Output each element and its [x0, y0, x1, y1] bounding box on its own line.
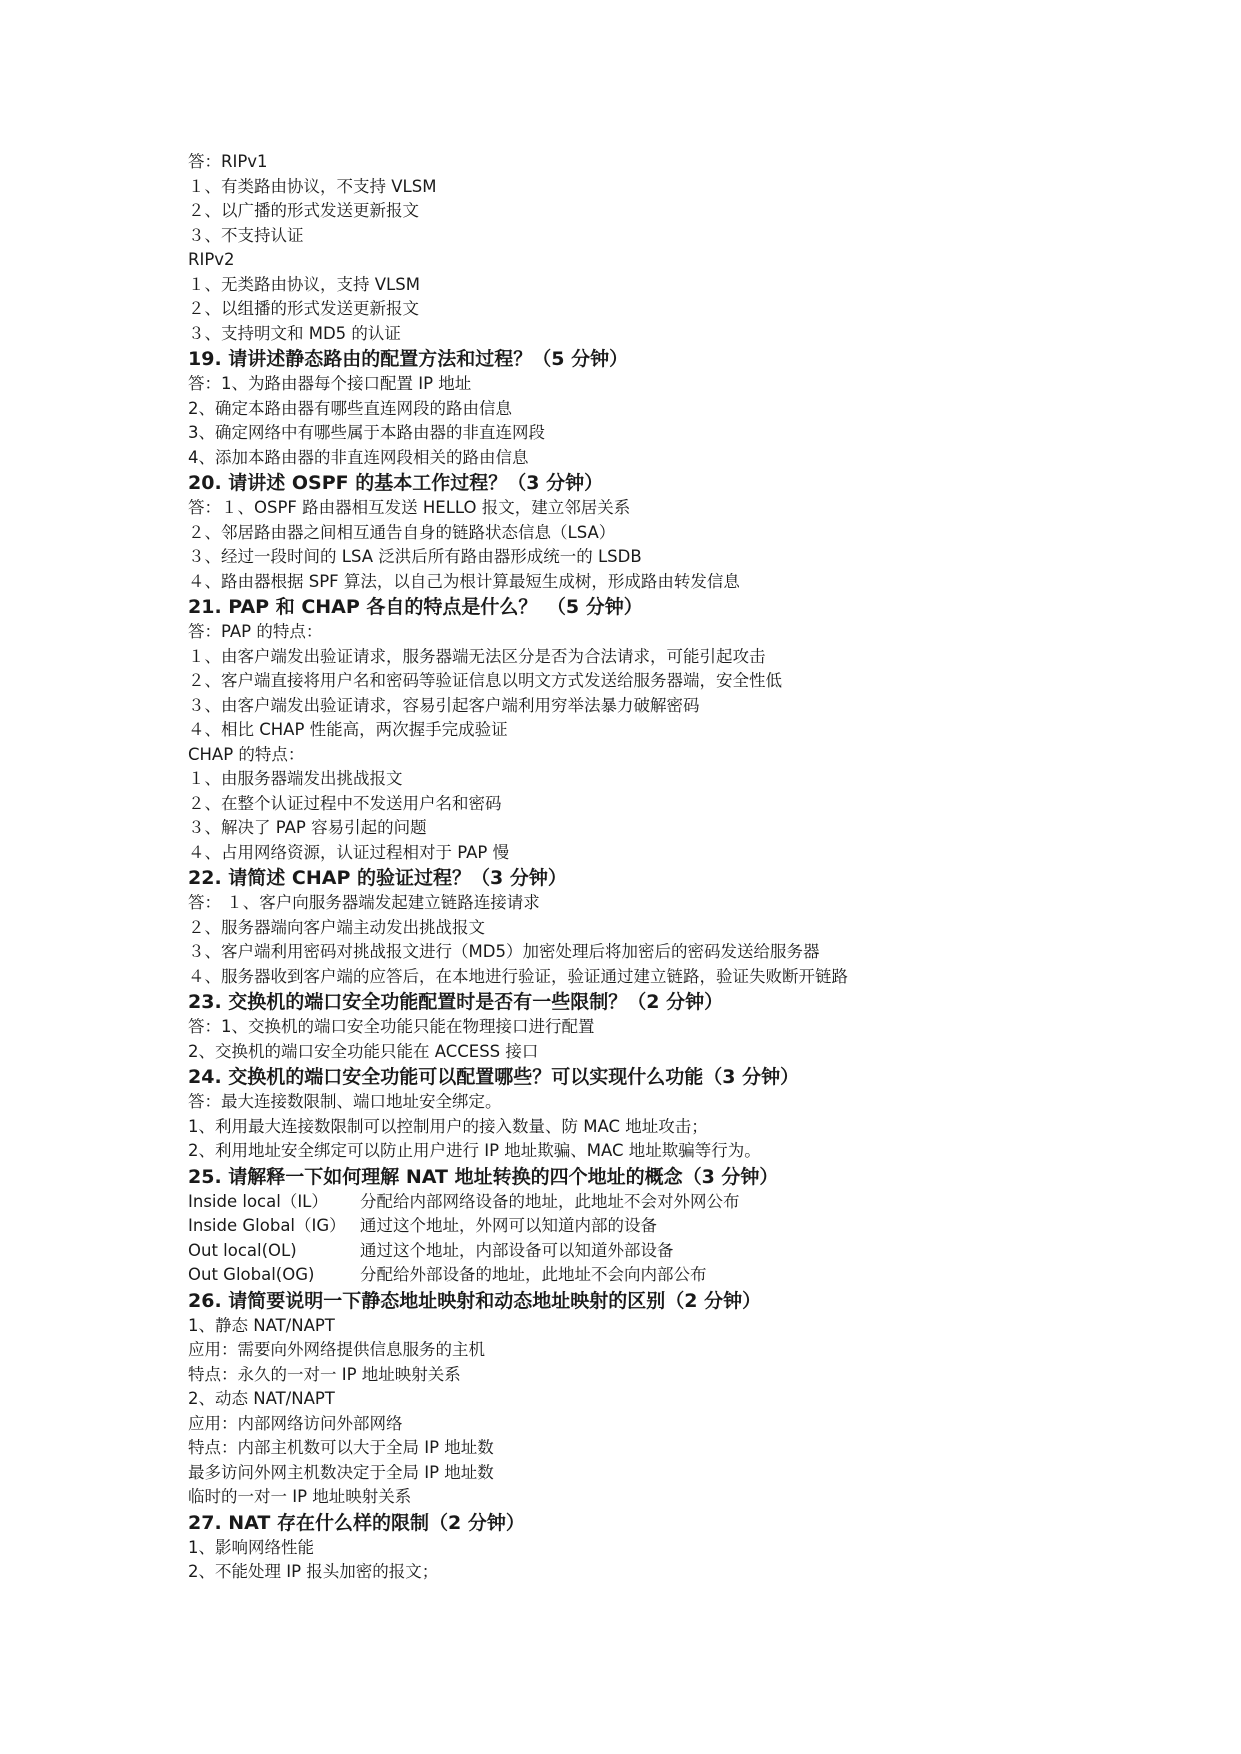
- answer-line: 应用：内部网络访问外部网络: [188, 1413, 403, 1433]
- answer-line: １、无类路由协议，支持 VLSM: [188, 274, 420, 294]
- answer-line: １、由客户端发出验证请求，服务器端无法区分是否为合法请求，可能引起攻击: [188, 646, 766, 666]
- nat-address-definition-row: [188, 1239, 1188, 1264]
- answer-line: 3、确定网络中有哪些属于本路由器的非直连网段: [188, 423, 545, 442]
- answer-line: 特点：内部主机数可以大于全局 IP 地址数: [188, 1438, 494, 1457]
- question-heading: 24. 交换机的端口安全功能可以配置哪些？可以实现什么功能（3 分钟）: [188, 1066, 800, 1088]
- nat-address-description: 通过这个地址，外网可以知道内部的设备: [360, 1216, 657, 1235]
- answer-line: ２、以广播的形式发送更新报文: [188, 201, 419, 220]
- answer-line: 应用：需要向外网络提供信息服务的主机: [188, 1340, 485, 1359]
- answer-line: ２、客户端直接将用户名和密码等验证信息以明文方式发送给服务器端，安全性低: [188, 671, 782, 690]
- answer-line: 2、确定本路由器有哪些直连网段的路由信息: [188, 398, 512, 418]
- answer-line: 1、利用最大连接数限制可以控制用户的接入数量、防 MAC 地址攻击；: [188, 1116, 708, 1136]
- answer-line: 答：最大连接数限制、端口地址安全绑定。: [188, 1092, 502, 1111]
- answer-line: ２、以组播的形式发送更新报文: [188, 299, 419, 318]
- nat-address-description: 分配给内部网络设备的地址，此地址不会对外网公布: [360, 1191, 740, 1211]
- answer-line: ４、相比 CHAP 性能高，两次握手完成验证: [188, 720, 508, 739]
- nat-address-description: 通过这个地址，内部设备可以知道外部设备: [360, 1240, 674, 1260]
- nat-address-term: Inside Global（IG）: [188, 1216, 346, 1235]
- answer-line: 最多访问外网主机数决定于全局 IP 地址数: [188, 1462, 494, 1482]
- answer-line: 2、动态 NAT/NAPT: [188, 1389, 335, 1408]
- answer-line: １、有类路由协议，不支持 VLSM: [188, 176, 437, 196]
- answer-line: ２、邻居路由器之间相互通告自身的链路状态信息（LSA）: [188, 522, 616, 542]
- answer-line: 答：1、交换机的端口安全功能只能在物理接口进行配置: [188, 1017, 595, 1036]
- answer-line: ３、客户端利用密码对挑战报文进行（MD5）加密处理后将加密后的密码发送给服务器: [188, 942, 820, 961]
- nat-address-term: Inside local（IL）: [188, 1191, 328, 1211]
- nat-address-term: Out local(OL): [188, 1240, 297, 1260]
- answer-line: 1、静态 NAT/NAPT: [188, 1315, 335, 1335]
- answer-line: ４、路由器根据 SPF 算法，以自己为根计算最短生成树，形成路由转发信息: [188, 571, 740, 591]
- answer-line: 答：１、OSPF 路由器相互发送 HELLO 报文，建立邻居关系: [188, 498, 631, 517]
- question-heading: 27. NAT 存在什么样的限制（2 分钟）: [188, 1511, 525, 1534]
- answer-line: 答：PAP 的特点：: [188, 622, 323, 641]
- answer-line: 4、添加本路由器的非直连网段相关的路由信息: [188, 447, 529, 467]
- answer-line: CHAP 的特点：: [188, 744, 305, 764]
- answer-line: ３、不支持认证: [188, 225, 304, 245]
- answer-line: 特点：永久的一对一 IP 地址映射关系: [188, 1364, 461, 1384]
- answer-line: 答：1、为路由器每个接口配置 IP 地址: [188, 374, 472, 393]
- question-heading: 22. 请简述 CHAP 的验证过程？（3 分钟）: [188, 867, 567, 889]
- answer-line: 临时的一对一 IP 地址映射关系: [188, 1487, 412, 1506]
- question-heading: 26. 请简要说明一下静态地址映射和动态地址映射的区别（2 分钟）: [188, 1289, 762, 1312]
- answer-line: 2、不能处理 IP 报头加密的报文；: [188, 1562, 439, 1581]
- answer-line: ３、解决了 PAP 容易引起的问题: [188, 818, 427, 837]
- answer-line: 2、交换机的端口安全功能只能在 ACCESS 接口: [188, 1041, 539, 1061]
- question-heading: 23. 交换机的端口安全功能配置时是否有一些限制？（2 分钟）: [188, 991, 724, 1013]
- question-heading: 25. 请解释一下如何理解 NAT 地址转换的四个地址的概念（3 分钟）: [188, 1165, 779, 1188]
- answer-line: RIPv2: [188, 250, 235, 269]
- nat-address-definition-row: [188, 1263, 1188, 1288]
- nat-address-definition-row: [188, 1190, 1188, 1215]
- question-heading: 19. 请讲述静态路由的配置方法和过程？（5 分钟）: [188, 348, 629, 370]
- answer-line: ３、由客户端发出验证请求，容易引起客户端利用穷举法暴力破解密码: [188, 695, 700, 715]
- document-page: [188, 150, 1188, 1585]
- answer-line: 1、影响网络性能: [188, 1537, 314, 1557]
- nat-address-description: 分配给外部设备的地址，此地址不会向内部公布: [360, 1265, 707, 1284]
- answer-line: 答：RIPv1: [188, 152, 268, 171]
- question-heading: 21. PAP 和 CHAP 各自的特点是什么？ （5 分钟）: [188, 596, 643, 618]
- answer-line: 2、利用地址安全绑定可以防止用户进行 IP 地址欺骗、MAC 地址欺骗等行为。: [188, 1141, 761, 1160]
- answer-line: ４、服务器收到客户端的应答后，在本地进行验证，验证通过建立链路，验证失败断开链路: [188, 966, 848, 986]
- answer-line: ３、经过一段时间的 LSA 泛洪后所有路由器形成统一的 LSDB: [188, 547, 642, 566]
- nat-address-term: Out Global(OG): [188, 1265, 315, 1284]
- answer-line: ３、支持明文和 MD5 的认证: [188, 323, 401, 343]
- answer-line: ２、服务器端向客户端主动发出挑战报文: [188, 917, 485, 937]
- nat-address-definition-row: [188, 1214, 1188, 1239]
- answer-line: １、由服务器端发出挑战报文: [188, 769, 403, 788]
- answer-line: ２、在整个认证过程中不发送用户名和密码: [188, 793, 502, 813]
- question-heading: 20. 请讲述 OSPF 的基本工作过程？（3 分钟）: [188, 472, 604, 494]
- answer-line: 答： １、客户向服务器端发起建立链路连接请求: [188, 893, 540, 912]
- answer-line: ４、占用网络资源，认证过程相对于 PAP 慢: [188, 842, 510, 862]
